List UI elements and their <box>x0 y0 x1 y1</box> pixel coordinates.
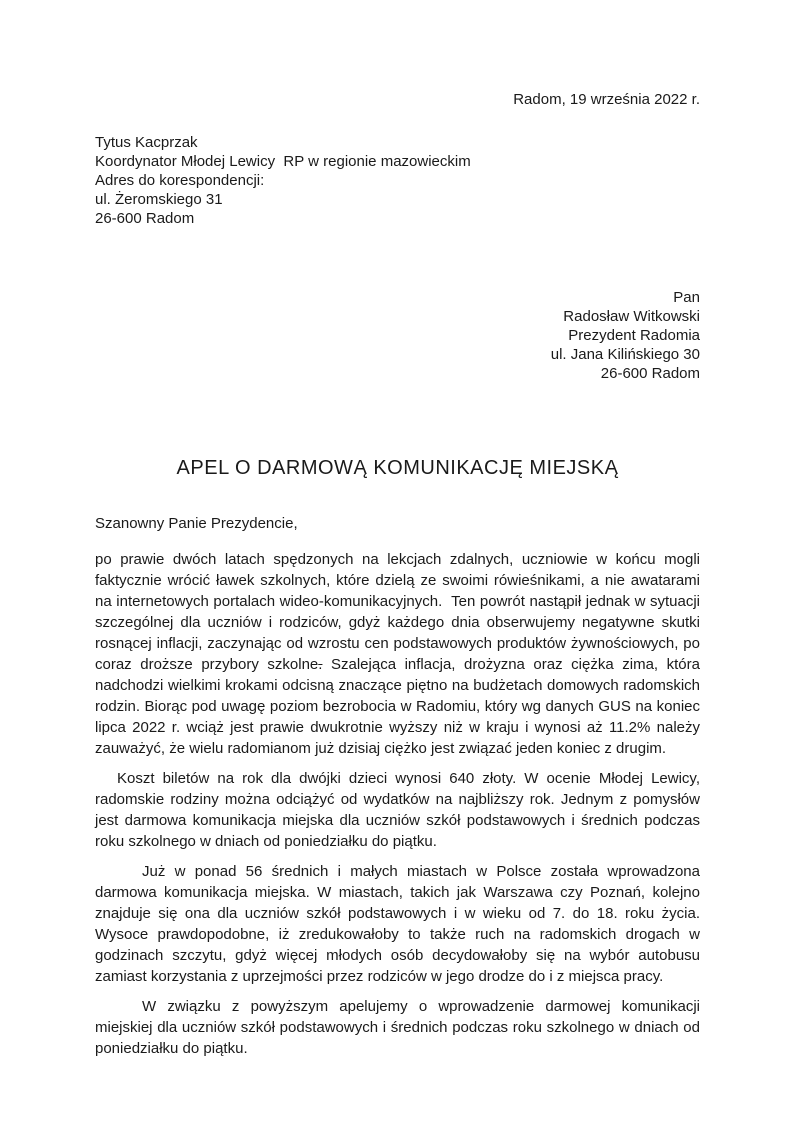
sender-block <box>95 133 700 228</box>
recipient-city: 26-600 Radom <box>600 365 700 382</box>
recipient-block <box>95 288 700 383</box>
paragraph-1 <box>95 549 700 759</box>
paragraph-4: W związku z powyższym apelujemy o wprowadzenie darmowej komunikacji miejskiej dla uczniów szkół podstawowych i średnich podczas roku szkolnego w dniach od poniedziałku do piątku. <box>95 998 700 1057</box>
recipient-name: Radosław Witkowski <box>563 308 700 325</box>
sender-role: Koordynator Młodej Lewicy RP w regionie mazowieckim <box>95 153 471 170</box>
sender-street: ul. Żeromskiego 31 <box>95 191 223 208</box>
paragraph-1-continuation: Szalejąca inflacja, drożyzna oraz ciężka zima, która nadchodzi wielkimi krokami odcisną znaczące piętno na budżetach domowych radomskich rodzin. Biorąc pod uwagę poziom bezrobocia w Radomiu, który wg danych GUS na koniec lipca 2022 r. wciąż jest prawie dwukrotnie wyższy niż w kraju i wynosi aż 11.2% należy zauważyć, że wielu radomianom już dzisiaj ciężko jest związać jeden koniec z drugim. <box>95 656 700 757</box>
sender-name: Tytus Kacprzak <box>95 134 198 151</box>
paragraph-1-text: po prawie dwóch latach spędzonych na lekcjach zdalnych, uczniowie w końcu mogli faktycznie wrócić ławek szkolnych, które dzielą ze swoimi rówieśnikami, a nie awatarami na internetowych portalach wideo-komunikacyjnych. Ten powrót nastąpił jednak w sytuacji szczególnej dla uczniów i rodziców, gdyż każdego dnia obserwujemy negatywne skutki rosnącej inflacji, zaczynając od wzrostu cen podstawowych produktów żywnościowych, po coraz droższe przybory szkolne <box>95 551 700 673</box>
salutation: Szanowny Panie Prezydencie, <box>95 515 298 532</box>
struck-period: . <box>318 656 323 673</box>
date-line: Radom, 19 września 2022 r. <box>513 91 700 108</box>
recipient-role: Prezydent Radomia <box>568 327 700 344</box>
recipient-honorific: Pan <box>673 289 700 306</box>
recipient-street: ul. Jana Kilińskiego 30 <box>550 346 700 363</box>
sender-address-label: Adres do korespondencji: <box>95 172 265 189</box>
sender-city: 26-600 Radom <box>95 210 195 227</box>
paragraph-2: Koszt biletów na rok dla dwójki dzieci wynosi 640 złoty. W ocenie Młodej Lewicy, radomskie rodziny można odciążyć od wydatków na najbliższy rok. Jednym z pomysłów jest darmowa komunikacja miejska dla uczniów szkół podstawowych i średnich podczas roku szkolnego w dniach od poniedziałku do piątku. <box>95 770 700 850</box>
paragraph-3: Już w ponad 56 średnich i małych miastach w Polsce została wprowadzona darmowa komunikacja miejska. W miastach, takich jak Warszawa czy Poznań, kolejno znajduje się ona dla uczniów szkół podstawowych i w wieku od 7. do 18. roku życia. Wysoce prawdopodobne, iż zredukowałoby to także ruch na radomskich drogach w godzinach szczytu, gdyż więcej młodych osób decydowałoby się na wybór autobusu zamiast korzystania z uprzejmości przez rodziców w jego drodze do i z miejsca pracy. <box>95 863 700 985</box>
letter-title: APEL O DARMOWĄ KOMUNIKACJĘ MIEJSKĄ <box>176 457 619 479</box>
